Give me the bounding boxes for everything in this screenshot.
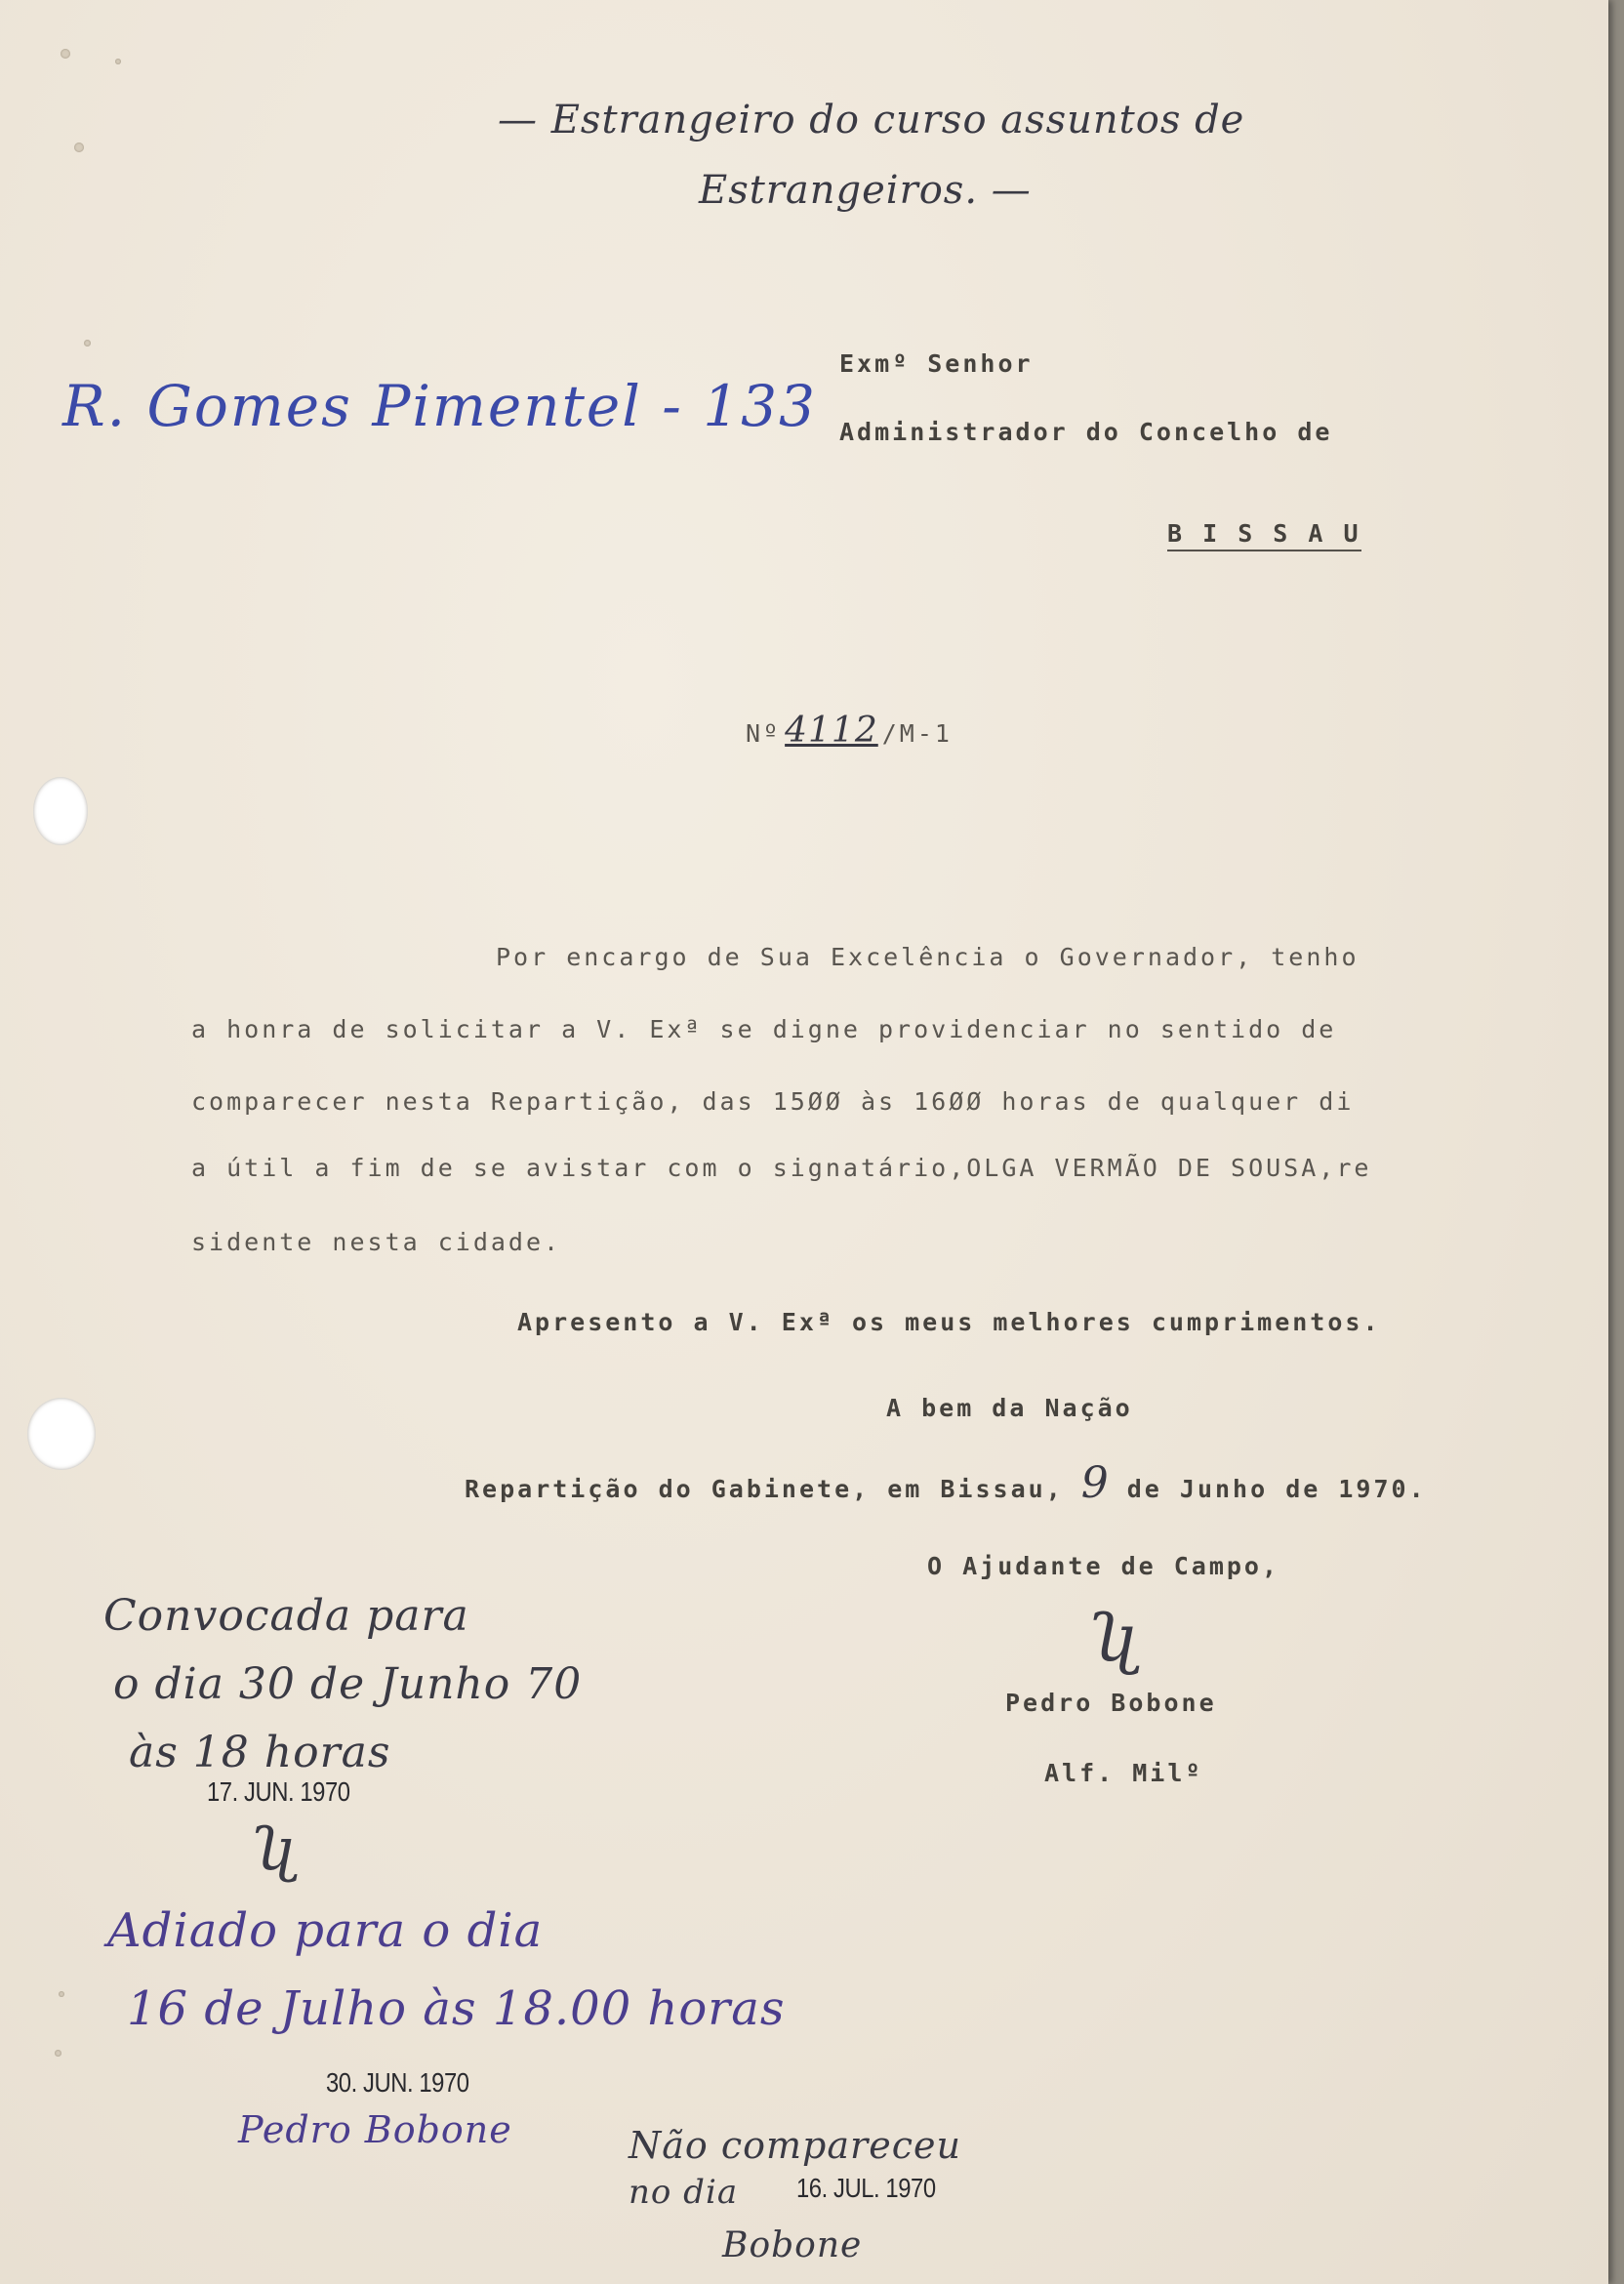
pin-mark — [55, 2050, 61, 2057]
date-stamp-adiado: 30. JUN. 1970 — [326, 2067, 469, 2098]
addressee-salutation: Exmº Senhor — [839, 349, 1034, 378]
dateline-before: Repartição do Gabinete, em Bissau, — [465, 1475, 1064, 1503]
annotation-adiado-line2: 16 de Julho às 18.00 horas — [127, 1981, 786, 2036]
punch-hole-lower — [27, 1398, 96, 1470]
annotation-convocada-line2: o dia 30 de Junho 70 — [113, 1659, 583, 1709]
date-stamp-convocada: 17. JUN. 1970 — [207, 1776, 350, 1807]
annotation-convocada-line1: Convocada para — [103, 1591, 469, 1641]
signature-adiado: Pedro Bobone — [238, 2108, 512, 2151]
pin-mark — [115, 59, 121, 64]
valediction: A bem da Nação — [886, 1394, 1133, 1422]
dateline — [465, 1458, 1427, 1508]
addressee-title: Administrador do Concelho de — [839, 418, 1333, 446]
dateline-day: 9 — [1080, 1458, 1110, 1508]
reference-handwritten-number: 4112 — [785, 711, 878, 751]
top-note-line2: Estrangeiros. — — [699, 168, 1032, 213]
annotation-adiado-line1: Adiado para o dia — [107, 1903, 544, 1958]
address-note: R. Gomes Pimentel - 133 — [62, 373, 817, 439]
body-line-4: a útil a fim de se avistar com o signatário,OLGA VERMÃO DE SOUSA,re — [191, 1154, 1372, 1182]
dateline-after: de Junho de 1970. — [1126, 1475, 1427, 1503]
body-line-2: a honra de solicitar a V. Exª se digne providenciar no sentido de — [191, 1015, 1337, 1043]
signatory-paraph: ʯ — [1087, 1601, 1137, 1676]
pin-mark — [59, 1991, 64, 1997]
reference-prefix: Nº — [746, 719, 782, 748]
reference-suffix: /M-1 — [881, 719, 953, 748]
annotation-convocada-line3: às 18 horas — [129, 1728, 391, 1777]
punch-hole-upper — [33, 777, 88, 845]
paraph-convocada: ʯ — [250, 1815, 295, 1884]
pin-mark — [61, 49, 70, 59]
addressee-place: B I S S A U — [1167, 519, 1361, 551]
signatory-role: O Ajudante de Campo, — [927, 1552, 1280, 1580]
body-line-5: sidente nesta cidade. — [191, 1228, 562, 1256]
annotation-nao-compareceu-line1: Não compareceu — [629, 2124, 961, 2167]
body-closing: Apresento a V. Exª os meus melhores cumprimentos. — [517, 1308, 1381, 1336]
signature-nao-compareceu: Bobone — [722, 2225, 863, 2265]
body-line-3: comparecer nesta Repartição, das 15ØØ às 16ØØ horas de qualquer di — [191, 1087, 1355, 1116]
signatory-name: Pedro Bobone — [1005, 1689, 1217, 1717]
annotation-nao-compareceu-line2: no dia — [629, 2173, 739, 2212]
date-stamp-nao-compareceu: 16. JUL. 1970 — [796, 2173, 936, 2203]
top-note-line1: — Estrangeiro do curso assuntos de — [498, 98, 1245, 143]
pin-mark — [84, 340, 91, 347]
body-line-1: Por encargo de Sua Excelência o Governador, tenho — [496, 943, 1360, 971]
signatory-rank: Alf. Milº — [1044, 1759, 1203, 1787]
pin-mark — [74, 143, 84, 152]
reference-number — [746, 711, 953, 751]
